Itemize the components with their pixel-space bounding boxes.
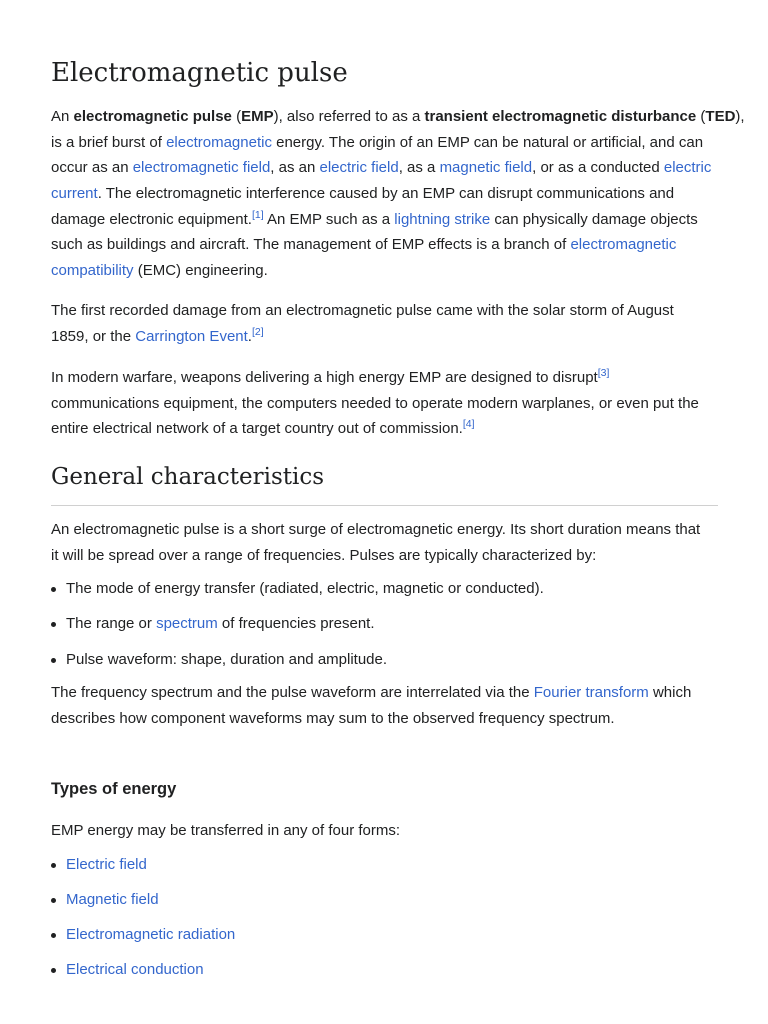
link-electromagnetic-compatibility[interactable]: compatibility [51,262,134,280]
link-electromagnetic-field[interactable]: electromagnetic field [132,159,271,177]
text: entire electrical network of a target country out of commission. [51,420,463,438]
link-electromagnetic-radiation-item[interactable]: Electromagnetic radiation [66,926,236,943]
paragraph-line: The first recorded damage from an electromagnetic pulse came with the solar storm of August [51,302,674,319]
link-lightning-strike[interactable]: lightning strike [394,210,491,228]
link-electrical-conduction-item[interactable]: Electrical conduction [66,961,204,978]
paragraph-line [51,104,745,130]
fourier-paragraph [51,680,718,731]
link-electric-current[interactable]: current [51,185,98,203]
bullet-icon [51,898,56,903]
citation-4[interactable]: [4] [462,418,475,431]
bullet-icon [51,658,56,663]
text: , or as a conducted [532,159,664,177]
link-spectrum[interactable]: spectrum [156,615,218,632]
text: ), [735,108,745,125]
paragraph-line [51,232,718,258]
text: , as a [398,159,440,177]
paragraph-line [51,416,718,442]
bullet-icon [51,622,56,627]
text: An EMP such as a [263,210,395,228]
section-heading-types-of-energy: Types of energy [51,780,177,798]
text: ( [696,108,706,125]
link-carrington-event[interactable]: Carrington Event [135,327,248,345]
paragraph-line [51,181,718,207]
bullet-icon [51,968,56,973]
paragraph-line: An electromagnetic pulse is a short surge of electromagnetic energy. Its short duration means that [51,521,701,538]
text: The range or [66,615,157,632]
list-item-text: Pulse waveform: shape, duration and amplitude. [66,651,388,668]
text: occur as an [51,159,133,177]
link-electromagnetic[interactable]: electromagnetic [166,133,272,151]
text: is a brief burst of [51,133,167,151]
section-heading-general-characteristics: General characteristics [51,464,325,490]
bullet-icon [51,933,56,938]
text: can physically damage objects [490,210,698,228]
text: 1859, or the [51,327,136,345]
text: energy. The origin of an EMP can be natural or artificial, and can [271,133,704,151]
link-electromagnetic-compatibility[interactable]: electromagnetic [570,236,677,254]
paragraph-line [51,258,718,284]
intro-paragraph [51,104,745,284]
paragraph-line: communications equipment, the computers needed to operate modern warplanes, or even put the [51,394,699,412]
text: damage electronic equipment. [51,210,252,228]
paragraph-line [51,155,718,181]
text: (EMC) engineering. [133,262,268,280]
general-paragraph [51,517,718,568]
text: . [247,327,252,345]
text: The frequency spectrum and the pulse waveform are interrelated via the [51,684,534,701]
text: In modern warfare, weapons delivering a high energy EMP are designed to disrupt [51,369,598,386]
link-electric-current[interactable]: electric [663,159,712,177]
bold-term: transient electromagnetic disturbance [424,108,697,125]
text: An [51,108,74,125]
bullet-icon [51,587,56,592]
bold-term: EMP [241,108,274,125]
paragraph-line [51,365,718,391]
paragraph-line: it will be spread over a range of frequencies. Pulses are typically characterized by: [51,546,597,564]
citation-3[interactable]: [3] [597,367,610,379]
warfare-paragraph [51,365,718,442]
link-electric-field[interactable]: electric field [319,159,399,177]
carrington-paragraph [51,298,718,349]
bold-term: TED [705,108,736,125]
paragraph-line: describes how component waveforms may sum to the observed frequency spectrum. [51,709,615,727]
types-intro [51,818,718,844]
paragraph-line [51,207,718,233]
text: such as buildings and aircraft. The management of EMP effects is a branch of [51,236,571,254]
text: . The electromagnetic interference caused by an EMP can disrupt communications and [97,185,675,203]
text: which [648,684,692,701]
text: ( [231,108,242,125]
paragraph-line: EMP energy may be transferred in any of four forms: [51,822,401,839]
link-magnetic-field-item[interactable]: Magnetic field [66,891,159,908]
link-magnetic-field[interactable]: magnetic field [439,159,533,177]
section-divider [51,505,718,506]
link-electric-field-item[interactable]: Electric field [66,856,147,873]
bold-term: electromagnetic pulse [73,108,232,125]
paragraph-line [51,680,718,706]
list-item-text: The mode of energy transfer (radiated, electric, magnetic or conducted). [66,580,544,597]
page-title: Electromagnetic pulse [51,58,348,88]
list-item-text [66,612,375,636]
paragraph-line [51,324,718,350]
bullet-icon [51,863,56,868]
citation-2[interactable]: [2] [251,325,264,338]
text: , as an [270,159,320,177]
paragraph-line [51,130,718,156]
citation-1[interactable]: [1] [251,208,264,221]
text: ), also referred to as a [273,108,425,125]
link-fourier-transform[interactable]: Fourier transform [533,684,649,701]
text: of frequencies present. [217,615,375,632]
